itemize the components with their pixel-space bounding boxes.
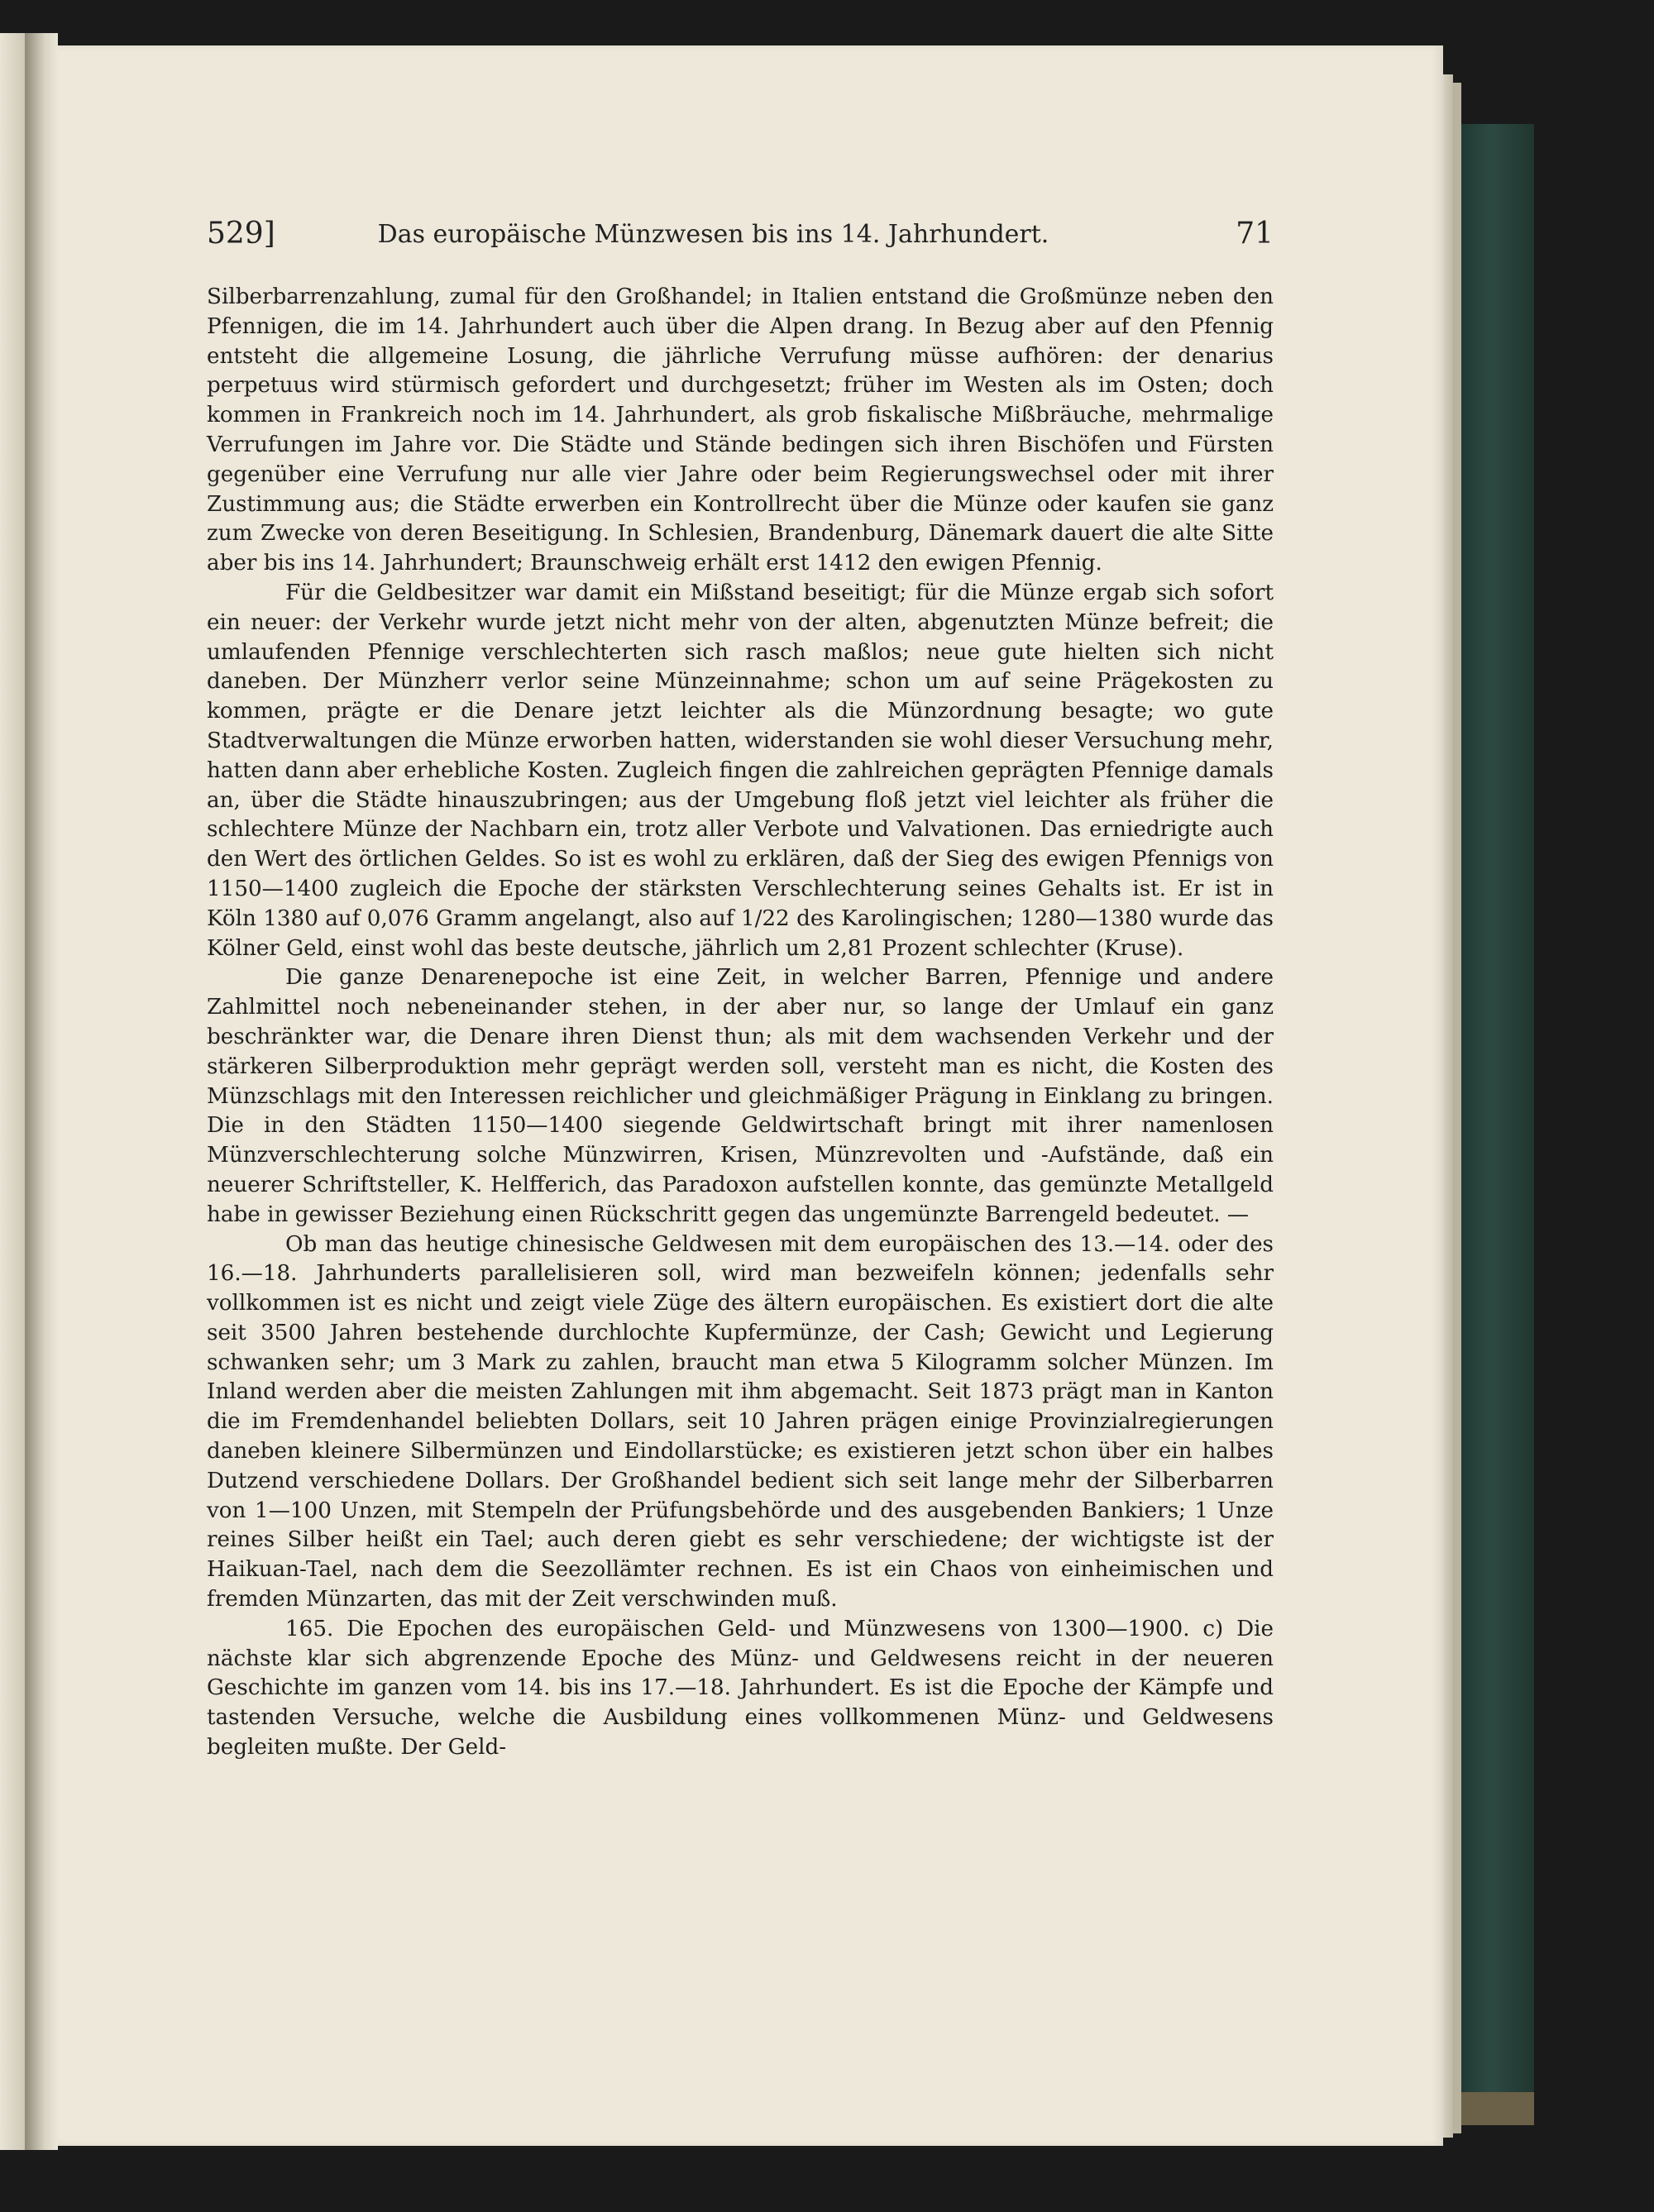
paragraph-3: Die ganze Denarenepoche ist eine Zeit, in welcher Barren, Pfennige und andere Zahlmittel noch nebeneinander stehen, in der aber nur, so lange der Umlauf ein ganz beschränkter war, die Denare ihren Dienst thun; als mit dem wachsenden Verkehr und der stärkeren Silberproduktion mehr geprägt werden soll, versteht man es nicht, die Kosten des Münzschlags mit den Interessen reichlicher und gleichmäßiger Prägung in Einklang zu bringen. Die in den Städten 1150—1400 siegende Geldwirtschaft bringt mit ihrer namenlosen Münzverschlechterung solche Münzwirren, Krisen, Münzrevolten und -Aufstände, daß ein neuerer Schriftsteller, K. Helfferich, das Paradoxon aufstellen konnte, das gemünzte Metallgeld habe in gewisser Beziehung einen Rückschritt gegen das ungemünzte Barrengeld bedeutet. — bbox=[207, 965, 1274, 1227]
paragraph-1: Silberbarrenzahlung, zumal für den Großhandel; in Italien entstand die Großmünze neben den Pfennigen, die im 14. Jahrhundert auch über die Alpen drang. In Bezug aber auf den Pfennig entsteht die allgemeine Losung, die jährliche Verrufung müsse aufhören: der denarius perpetuus wird stürmisch gefordert und durchgesetzt; früher im Westen als im Osten; doch kommen in Frankreich noch im 14. Jahrhundert, als grob fiskalische Mißbräuche, mehrmalige Verrufungen im Jahre vor. Die Städte und Stände bedingen sich ihren Bischöfen und Fürsten gegenüber eine Verrufung nur alle vier Jahre oder beim Regierungswechsel oder mit ihrer Zustimmung aus; die Städte erwerben ein Kontrollrecht über die Münze oder kaufen sie ganz zum Zwecke von deren Beseitigung. In Schlesien, Brandenburg, Dänemark dauert die alte Sitte aber bis ins 14. Jahrhundert; Braunschweig erhält erst 1412 den ewigen Pfennig. bbox=[207, 284, 1274, 576]
left-page-edge bbox=[0, 33, 25, 2150]
book-cover-corner bbox=[1461, 2092, 1534, 2125]
running-title: Das europäische Münzwesen bis ins 14. Jahrhundert. bbox=[377, 220, 1049, 249]
paragraph-5-section-165: 165. Die Epochen des europäischen Geld- und Münzwesens von 1300—1900. c) Die nächste klar sich abgrenzende Epoche des Münz- und Geldwesens reicht in der neueren Geschichte im ganzen vom 14. bis ins 17.—18. Jahrhundert. Es ist die Epoche der Kämpfe und tastenden Versuche, welche die Ausbildung eines vollkommenen Münz- und Geldwesens begleiten mußte. Der Geld- bbox=[207, 1616, 1274, 1761]
paragraph-4: Ob man das heutige chinesische Geldwesen mit dem europäischen des 13.—14. oder des 16.—18. Jahrhunderts parallelisieren soll, wird man bezweifeln können; jedenfalls sehr vollkommen ist es nicht und zeigt viele Züge des ältern europäischen. Es existiert dort die alte seit 3500 Jahren bestehende durchlochte Kupfermünze, der Cash; Gewicht und Legierung schwanken sehr; um 3 Mark zu zahlen, braucht man etwa 5 Kilogramm solcher Münzen. Im Inland werden aber die meisten Zahlungen mit ihm abgemacht. Seit 1873 prägt man in Kanton die im Fremdenhandel beliebten Dollars, seit 10 Jahren prägen einige Provinzialregierungen daneben kleinere Silbermünzen und Eindollarstücke; es existieren jetzt schon über ein halbes Dutzend verschiedene Dollars. Der Großhandel bedient sich seit lange mehr der Silberbarren von 1—100 Unzen, mit Stempeln der Prüfungsbehörde und des ausgebenden Bankiers; 1 Unze reines Silber heißt ein Tael; auch deren giebt es sehr verschiedene; der wichtigste ist der Haikuan-Tael, nach dem die Seezollämter rechnen. Es ist ein Chaos von einheimischen und fremden Münzarten, das mit der Zeit verschwinden muß. bbox=[207, 1231, 1274, 1612]
paragraph-2: Für die Geldbesitzer war damit ein Mißstand beseitigt; für die Münze ergab sich sofort ein neuer: der Verkehr wurde jetzt nicht mehr von der alten, abgenutzten Münze befreit; die umlaufenden Pfennige verschlechterten sich rasch maßlos; neue gute hielten sich nicht daneben. Der Münzherr verlor seine Münzeinnahme; schon um auf seine Prägekosten zu kommen, prägte er die Denare jetzt leichter als die Münzordnung besagte; wo gute Stadtverwaltungen die Münze erworben hatten, widerstanden sie wohl dieser Versuchung mehr, hatten dann aber erhebliche Kosten. Zugleich fingen die zahlreichen geprägten Pfennige damals an, über die Städte hinauszubringen; aus der Umgebung floß jetzt viel leichter als früher die schlechtere Münze der Nachbarn ein, trotz aller Verbote und Valvationen. Das erniedrigte auch den Wert des örtlichen Geldes. So ist es wohl zu erklären, daß der Sieg des ewigen Pfennigs von 1150—1400 zugleich die Epoche der stärksten Verschlechterung seines Gehalts ist. Er ist in Köln 1380 auf 0,076 Gramm angelangt, also auf 1/22 des Karolingischen; 1280—1380 wurde das Kölner Geld, einst wohl das beste deutsche, jährlich um 2,81 Prozent schlechter (Kruse). bbox=[207, 580, 1274, 961]
page-number: 71 bbox=[1236, 217, 1274, 251]
page-stack-edge bbox=[1443, 74, 1453, 2138]
page-stack-edge-inner bbox=[1453, 83, 1461, 2133]
book-gutter bbox=[25, 33, 58, 2150]
running-header bbox=[153, 217, 1274, 258]
body-text bbox=[207, 283, 1274, 1763]
section-number: 529] bbox=[207, 217, 275, 251]
book-cover-edge bbox=[1461, 124, 1534, 2092]
